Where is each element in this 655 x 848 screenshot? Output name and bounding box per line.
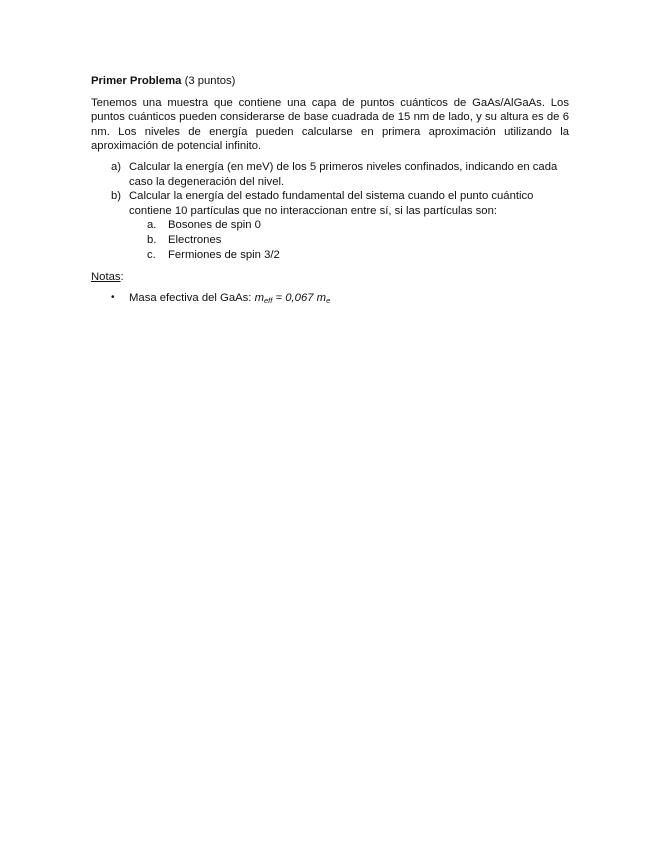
notes-heading-text: Notas [91, 271, 121, 284]
note-text [129, 291, 330, 309]
mass-equation: = 0,067 [272, 291, 317, 304]
mass-symbol: m [254, 291, 265, 304]
particle-text: Fermiones de spin 3/2 [168, 248, 280, 261]
note-item-mass [91, 291, 569, 309]
question-list [91, 160, 569, 262]
question-marker-b: b) [111, 190, 122, 203]
notes-heading [91, 270, 569, 285]
question-item-a [91, 160, 569, 189]
problem-points: (3 puntos) [184, 75, 236, 87]
bullet-icon: • [111, 291, 115, 303]
particle-text: Bosones de spin 0 [168, 219, 261, 232]
particle-text: Electrones [168, 233, 222, 246]
particle-list [129, 218, 569, 262]
question-marker-a: a) [111, 160, 122, 173]
mass-label: Masa efectiva del GaAs: [129, 291, 255, 304]
mass-subscript: eff [264, 295, 273, 305]
question-text-a: Calcular la energía (en meV) de los 5 primeros niveles confinados, indicando en cada caso la degeneración del nivel. [129, 160, 558, 188]
particle-item-fermions [129, 248, 569, 263]
particle-marker: b. [147, 233, 157, 246]
particle-item-bosons [129, 218, 569, 233]
particle-item-electrons [129, 233, 569, 248]
document-page [91, 74, 569, 308]
electron-mass-symbol: m [316, 291, 327, 304]
particle-marker: a. [147, 219, 157, 232]
notes-colon: : [120, 271, 124, 284]
question-body-b [129, 189, 569, 262]
particle-marker: c. [147, 248, 156, 261]
electron-mass-subscript: e [326, 295, 331, 305]
problem-heading [91, 74, 569, 89]
question-text-b: Calcular la energía del estado fundamental del sistema cuando el punto cuántico contiene 10 partículas que no interaccionan entre sí, si las partículas son: [129, 190, 534, 217]
problem-title: Primer Problema [91, 75, 182, 87]
question-item-b [91, 189, 569, 262]
problem-intro: Tenemos una muestra que contiene una capa de puntos cuánticos de GaAs/AlGaAs. Los puntos cuánticos pueden considerarse de base cuadrada de 15 nm de lado, y su altura es de 6 nm. Los niveles de energía pueden calcularse en primera aproximación utilizando la aproximación de potencial infinito. [91, 96, 569, 153]
